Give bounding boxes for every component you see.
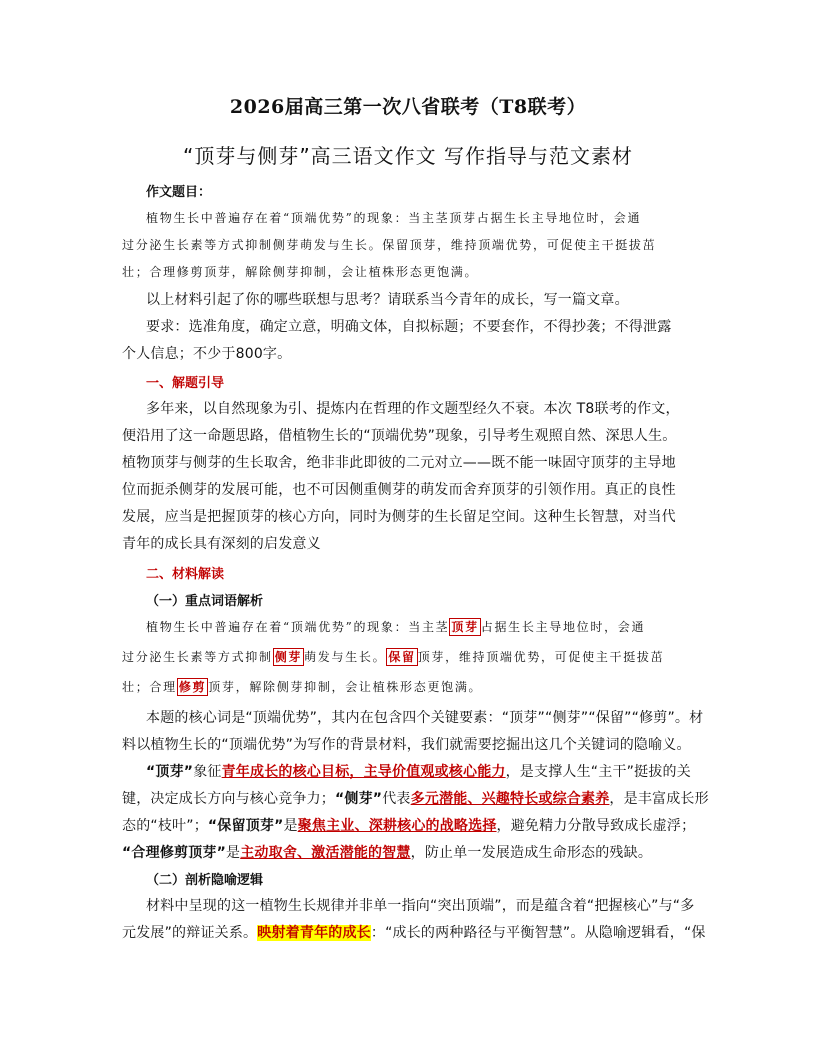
meaning-ceya: 多元潜能、兴趣特长或综合素养 [410, 791, 610, 807]
text-span: 象征 [193, 764, 222, 780]
material-line-3: 壮；合理修剪顶芽，解除侧芽抑制，会让植株形态更饱满。 [122, 265, 479, 279]
metaphor-line-4 [122, 842, 652, 862]
section-1-line-4: 位而扼杀侧芽的发展可能，也不可因侧重侧芽的萌发而舍弃顶芽的引领作用。真正的良性 [122, 482, 676, 498]
metaphor-line-2 [122, 788, 709, 808]
text-span: ，避免精力分散导致成长虚浮； [496, 818, 696, 834]
section-1-line-1: 多年来，以自然现象为引、提炼内在哲理的作文题型经久不衰。本次 T8联考的作文， [146, 401, 680, 417]
text-span: 态的“枝叶”； [122, 818, 208, 834]
subsection-2-heading: （二）剖析隐喻逻辑 [146, 873, 264, 888]
document-title: 2026届高三第一次八省联考（T8联考） [229, 96, 587, 118]
keyword-box-ceya: 侧芽 [274, 650, 303, 664]
material-line-1: 植物生长中普遍存在着“顶端优势”的现象：当主茎顶芽占据生长主导地位时，会通 [146, 211, 642, 225]
core-line-1: 本题的核心词是“顶端优势”，其内在包含四个关键要素：“顶芽”“侧芽”“保留”“修剪”。材 [146, 710, 704, 726]
document-subtitle: “顶芽与侧芽”高三语文作文 写作指导与范文素材 [182, 144, 634, 168]
term-heli: “合理 [122, 845, 160, 861]
highlight-youth-growth: 映射着青年的成长 [257, 925, 371, 941]
annotated-material-line-1 [146, 618, 645, 635]
text-span: 是 [226, 845, 241, 861]
prompt-question: 以上材料引起了你的哪些联想与思考？请联系当今青年的成长，写一篇文章。 [146, 292, 629, 308]
annotated-material-line-2 [122, 648, 664, 665]
metaphor-line-3 [122, 815, 695, 835]
material-line-2: 过分泌生长素等方式抑制侧芽萌发与生长。保留顶芽，维持顶端优势，可促使主干挺拔茁 [122, 238, 657, 252]
term-ceya: “侧芽” [335, 791, 383, 807]
text-span: 萌发与生长。 [304, 650, 387, 664]
prompt-label: 作文题目： [146, 185, 212, 200]
text-span: 壮；合理 [122, 680, 177, 694]
text-span: 过分泌生长素等方式抑制 [122, 650, 273, 664]
keyword-box-baoliu: 保留 [388, 650, 416, 664]
meaning-xiujian-dingya: 主动取舍、激活潜能的智慧 [240, 845, 411, 861]
text-span: 顶芽，维持顶端优势，可促使主干挺拔茁 [417, 650, 665, 664]
section-1-line-6: 青年的成长具有深刻的启发意义 [122, 536, 321, 552]
term-dingya: “顶芽” [146, 764, 194, 780]
text-span: 占据生长主导地位时，会通 [480, 620, 646, 634]
metaphor-line-1 [146, 761, 691, 781]
text-span: 元发展”的辩证关系。 [122, 925, 258, 941]
text-span: 是 [283, 818, 298, 834]
keyword-box-xiujian: 修剪 [178, 680, 207, 694]
keyword-box-dingya: 顶芽 [451, 620, 479, 634]
section-1-line-5: 发展，应当是把握顶芽的核心方向，同时为侧芽的生长留足空间。这种生长智慧，对当代 [122, 509, 676, 525]
meaning-baoliu-dingya: 聚焦主业、深耕核心的战略选择 [297, 818, 497, 834]
requirements-line-1: 要求：选准角度，确定立意，明确文体，自拟标题；不要套作，不得抄袭；不得泄露 [146, 319, 672, 335]
section-1-heading: 一、解题引导 [146, 376, 225, 391]
logic-line-1: 材料中呈现的这一植物生长规律并非单一指向“突出顶端”，而是蕴含着“把握核心”与“多 [146, 898, 695, 914]
subsection-1-heading: （一）重点词语解析 [146, 594, 264, 609]
logic-line-2 [122, 922, 706, 942]
requirements-line-2: 个人信息；不少于800字。 [122, 346, 292, 362]
section-1-line-2: 便沿用了这一命题思路，借植物生长的“顶端优势”现象，引导考生观照自然、深思人生。 [122, 428, 677, 444]
text-span: ，是支撑人生“主干”挺拔的关 [505, 764, 691, 780]
text-span: 顶芽，解除侧芽抑制，会让植株形态更饱满。 [208, 680, 483, 694]
annotated-material-line-3 [122, 678, 482, 695]
text-span: 代表 [382, 791, 411, 807]
section-2-heading: 二、材料解读 [146, 567, 225, 582]
core-line-2: 料以植物生长的“顶端优势”为写作的背景材料，我们就需要挖掘出这几个关键词的隐喻义。 [122, 737, 691, 753]
meaning-dingya: 青年成长的核心目标，主导价值观或核心能力 [221, 764, 506, 780]
term-baoliu-dingya: “保留顶芽” [207, 818, 284, 834]
text-span: ：“成长的两种路径与平衡智慧”。从隐喻逻辑看，“保 [370, 925, 706, 941]
text-span: ，是丰富成长形 [609, 791, 709, 807]
section-1-line-3: 植物顶芽与侧芽的生长取舍，绝非非此即彼的二元对立——既不能一味固守顶芽的主导地 [122, 455, 676, 471]
text-span: 键，决定成长方向与核心竞争力； [122, 791, 335, 807]
term-xiujian-dingya: 修剪顶芽” [159, 845, 227, 861]
text-span: 植物生长中普遍存在着“顶端优势”的现象：当主茎 [146, 620, 450, 634]
text-span: ，防止单一发展造成生命形态的残缺。 [410, 845, 653, 861]
